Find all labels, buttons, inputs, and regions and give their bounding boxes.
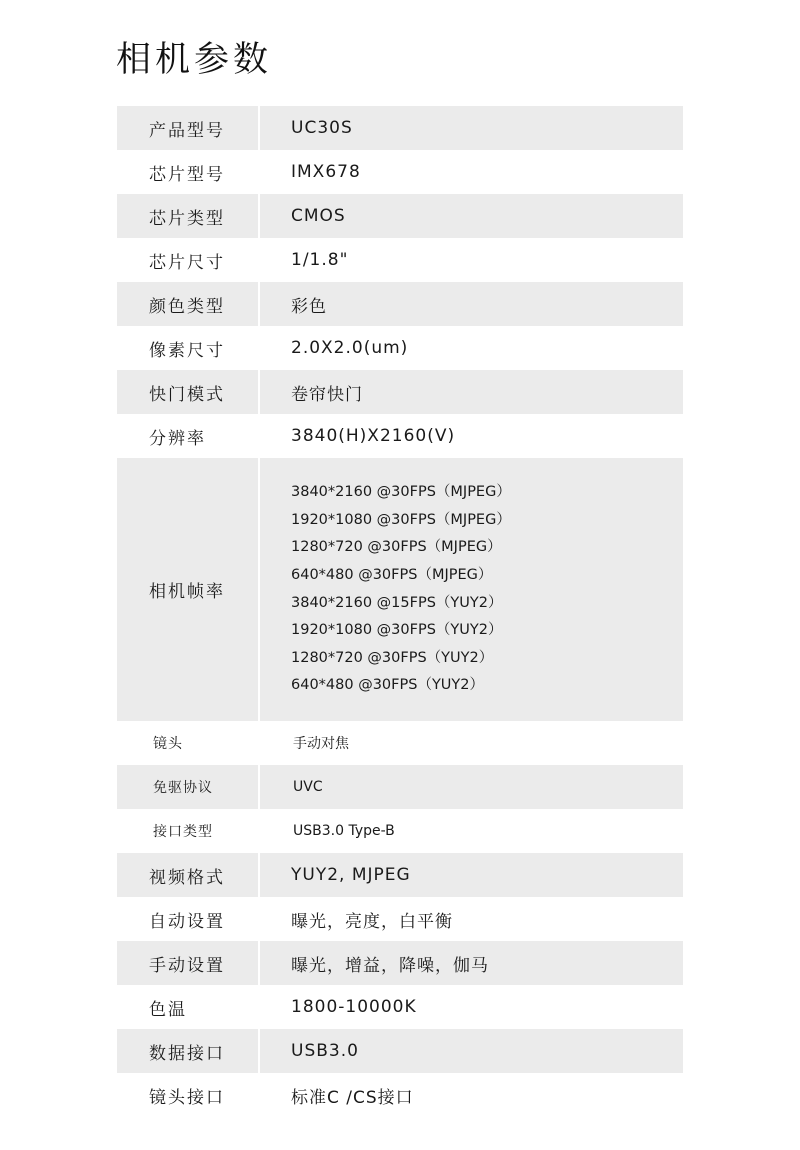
spec-row-interface — [117, 809, 683, 853]
list-item: 3840*2160 @15FPS（YUY2） — [291, 594, 503, 611]
spec-value: 2.0X2.0(um) — [291, 338, 409, 358]
spec-label: 相机帧率 — [117, 458, 258, 721]
spec-row-lens-mount — [117, 1073, 683, 1117]
spec-value: 1800-10000K — [291, 997, 417, 1017]
spec-value: 手动对焦 — [293, 736, 349, 752]
spec-value: 3840(H)X2160(V) — [291, 426, 456, 446]
spec-row-model — [117, 106, 683, 150]
spec-row-pixel-size — [117, 326, 683, 370]
spec-value: USB3.0 — [260, 1029, 683, 1073]
spec-value: YUY2, MJPEG — [260, 853, 683, 897]
spec-row-shutter — [117, 370, 683, 414]
list-item: 3840*2160 @30FPS（MJPEG） — [291, 484, 511, 501]
spec-value: 标准C /CS接口 — [291, 1087, 414, 1108]
spec-table — [117, 106, 683, 1117]
spec-value: UVC — [260, 765, 683, 809]
spec-label: 免驱协议 — [117, 765, 258, 809]
spec-label: 芯片尺寸 — [149, 252, 225, 273]
spec-label: 芯片类型 — [117, 194, 258, 238]
list-item: 1280*720 @30FPS（MJPEG） — [291, 539, 502, 556]
spec-label: 分辨率 — [149, 428, 206, 449]
spec-value: CMOS — [260, 194, 683, 238]
spec-value: 卷帘快门 — [260, 370, 683, 414]
spec-row-manual-settings — [117, 941, 683, 985]
spec-label: 自动设置 — [149, 911, 225, 932]
spec-value: IMX678 — [291, 162, 361, 182]
spec-label: 镜头 — [153, 736, 183, 752]
spec-row-chip-model — [117, 150, 683, 194]
spec-value: 1/1.8" — [291, 250, 349, 270]
list-item: 640*480 @30FPS（YUY2） — [291, 677, 485, 694]
spec-value: UC30S — [260, 106, 683, 150]
spec-row-lens — [117, 721, 683, 765]
spec-label: 芯片型号 — [149, 164, 225, 185]
spec-label: 数据接口 — [117, 1029, 258, 1073]
list-item: 640*480 @30FPS（MJPEG） — [291, 566, 493, 583]
spec-label: 手动设置 — [117, 941, 258, 985]
spec-label: 产品型号 — [117, 106, 258, 150]
spec-row-chip-size — [117, 238, 683, 282]
frame-rate-list — [291, 479, 511, 700]
spec-row-color-temp — [117, 985, 683, 1029]
spec-row-auto-settings — [117, 897, 683, 941]
spec-row-color-type — [117, 282, 683, 326]
spec-label: 镜头接口 — [149, 1087, 225, 1108]
spec-label: 视频格式 — [117, 853, 258, 897]
list-item: 1920*1080 @30FPS（YUY2） — [291, 622, 503, 639]
spec-label: 颜色类型 — [117, 282, 258, 326]
spec-value: USB3.0 Type-B — [293, 823, 395, 839]
spec-label: 接口类型 — [153, 824, 213, 840]
spec-row-frame-rate — [117, 458, 683, 721]
spec-value: 彩色 — [260, 282, 683, 326]
spec-label: 快门模式 — [117, 370, 258, 414]
spec-row-video-format — [117, 853, 683, 897]
list-item: 1920*1080 @30FPS（MJPEG） — [291, 511, 511, 528]
spec-row-resolution — [117, 414, 683, 458]
spec-label: 色温 — [149, 999, 187, 1020]
spec-value: 曝光，亮度，白平衡 — [291, 911, 453, 932]
spec-row-data-interface — [117, 1029, 683, 1073]
spec-row-driver — [117, 765, 683, 809]
spec-value — [260, 458, 683, 721]
spec-row-chip-type — [117, 194, 683, 238]
page-title: 相机参数 — [116, 40, 273, 80]
spec-value: 曝光，增益，降噪，伽马 — [260, 941, 683, 985]
list-item: 1280*720 @30FPS（YUY2） — [291, 649, 494, 666]
spec-label: 像素尺寸 — [149, 340, 225, 361]
